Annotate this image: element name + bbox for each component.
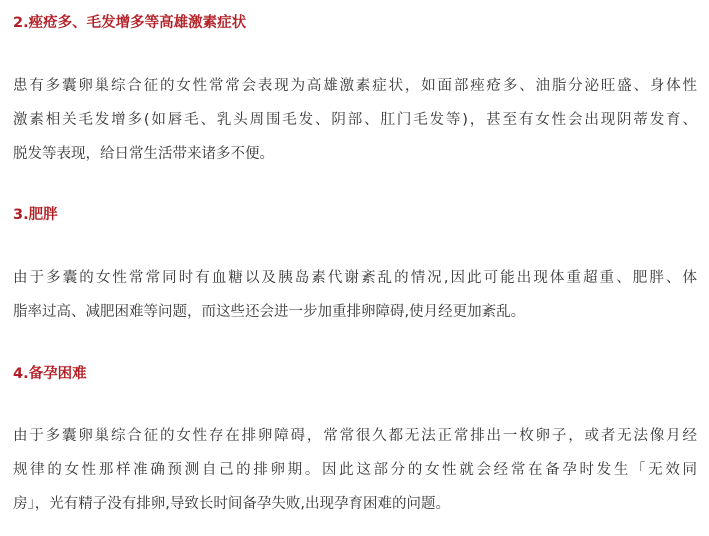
paragraph-line: 激素相关毛发增多(如唇毛、乳头周围毛发、阴部、肛门毛发等)，甚至有女性会出现阴蒂发育、 [13, 112, 697, 128]
paragraph-line: 脂率过高、减肥困难等问题，而这些还会进一步加重排卵障碍,使月经更加紊乱。 [13, 304, 526, 320]
paragraph-line: 房」，光有精子没有排卵,导致长时间备孕失败,出现孕育困难的问题。 [13, 496, 450, 512]
paragraph-line: 脱发等表现，给日常生活带来诸多不便。 [13, 146, 274, 162]
section-paragraph-fertility [13, 419, 697, 521]
paragraph-line: 由于多囊卵巢综合征的女性存在排卵障碍，常常很久都无法正常排出一枚卵子，或者无法像月经 [13, 428, 697, 444]
paragraph-line: 由于多囊的女性常常同时有血糖以及胰岛素代谢紊乱的情况,因此可能出现体重超重、肥胖、体 [13, 270, 697, 286]
section-paragraph-symptoms [13, 69, 697, 171]
section-paragraph-obesity [13, 261, 697, 329]
paragraph-line: 规律的女性那样准确预测自己的排卵期。因此这部分的女性就会经常在备孕时发生「无效同 [13, 462, 697, 478]
paragraph-line: 患有多囊卵巢综合征的女性常常会表现为高雄激素症状，如面部痤疮多、油脂分泌旺盛、身体性 [13, 78, 697, 94]
section-heading-obesity: 3.肥胖 [13, 207, 58, 223]
section-heading-symptoms: 2.痤疮多、毛发增多等高雄激素症状 [13, 15, 247, 31]
section-heading-fertility: 4.备孕困难 [13, 366, 87, 382]
